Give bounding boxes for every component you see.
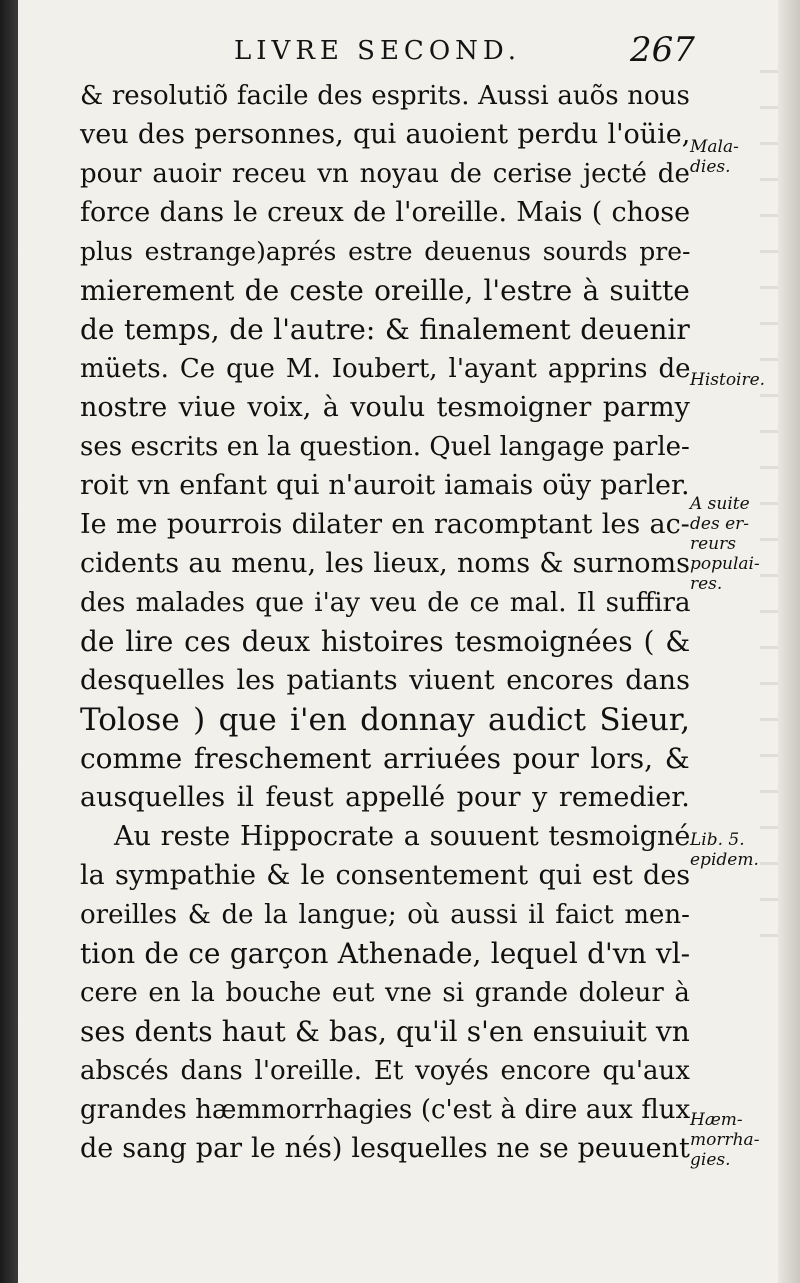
text-line: Au reste Hippocrate a souuent tesmoigné bbox=[114, 821, 691, 852]
text-line: nostre viue voix, à voulu tesmoigner parmy bbox=[80, 392, 690, 423]
page-number: 267 bbox=[630, 30, 695, 70]
text-line: pour auoir receu vn noyau de cerise jecté de bbox=[80, 159, 690, 189]
margin-note-histoire: Histoire. bbox=[690, 370, 766, 390]
text-line: de sang par le nés) lesquelles ne se peuuent bbox=[80, 1133, 690, 1164]
text-line: de lire ces deux histoires tesmoignées ( & bbox=[80, 625, 691, 658]
text-line: roit vn enfant qui n'auroit iamais oüy parler. bbox=[80, 470, 690, 501]
text-line: force dans le creux de l'oreille. Mais ( chose bbox=[80, 197, 691, 228]
page-gutter-shadow bbox=[0, 0, 18, 1283]
page-header bbox=[0, 30, 800, 70]
margin-note-haemorrhagies: Hæm- morrha- gies. bbox=[690, 1110, 760, 1170]
text-line: comme freschement arriuées pour lors, & bbox=[80, 742, 690, 775]
text-line: & resolutiõ facile des esprits. Aussi auõs nous bbox=[80, 81, 690, 111]
text-line: grandes hæmmorrhagies (c'est à dire aux flux bbox=[80, 1095, 691, 1125]
text-line: de temps, de l'autre: & finalement deuenir bbox=[80, 313, 690, 346]
text-line: mierement de ceste oreille, l'estre à suitte bbox=[80, 274, 690, 307]
text-line: la sympathie & le consentement qui est des bbox=[80, 860, 691, 891]
page-edge bbox=[778, 0, 800, 1283]
text-line: Tolose ) que i'en donnay audict Sieur, bbox=[80, 702, 691, 738]
text-line: desquelles les patiants viuent encores dans bbox=[80, 665, 690, 696]
text-line: veu des personnes, qui auoient perdu l'oüie, bbox=[80, 119, 691, 150]
text-line: ses escrits en la question. Quel langage parle- bbox=[80, 432, 690, 462]
text-line: cidents au menu, les lieux, noms & surnoms bbox=[80, 548, 690, 579]
text-line: Ie me pourrois dilater en racomptant les ac- bbox=[80, 509, 690, 540]
running-head: LIVRE SECOND. bbox=[234, 36, 522, 66]
text-line: müets. Ce que M. Ioubert, l'ayant apprins de bbox=[80, 354, 691, 384]
margin-note-maladies: Mala- dies. bbox=[690, 137, 739, 177]
text-line: des malades que i'ay veu de ce mal. Il suffira bbox=[80, 588, 691, 618]
text-line: ausquelles il feust appellé pour y remedier. bbox=[80, 782, 690, 813]
text-line: oreilles & de la langue; où aussi il faict men- bbox=[80, 900, 690, 930]
text-line: tion de ce garçon Athenade, lequel d'vn vl- bbox=[80, 937, 691, 970]
text-line: ses dents haut & bas, qu'il s'en ensuiuit vn bbox=[80, 1015, 690, 1048]
margin-note-erreurs-populaires: A suite des er- reurs populai- res. bbox=[690, 494, 760, 594]
text-line: cere en la bouche eut vne si grande doleur à bbox=[80, 978, 690, 1008]
margin-note-epidem: Lib. 5. epidem. bbox=[690, 830, 759, 870]
text-line: abscés dans l'oreille. Et voyés encore qu'aux bbox=[80, 1056, 690, 1086]
text-line: plus estrange)aprés estre deuenus sourds pre- bbox=[80, 237, 691, 266]
